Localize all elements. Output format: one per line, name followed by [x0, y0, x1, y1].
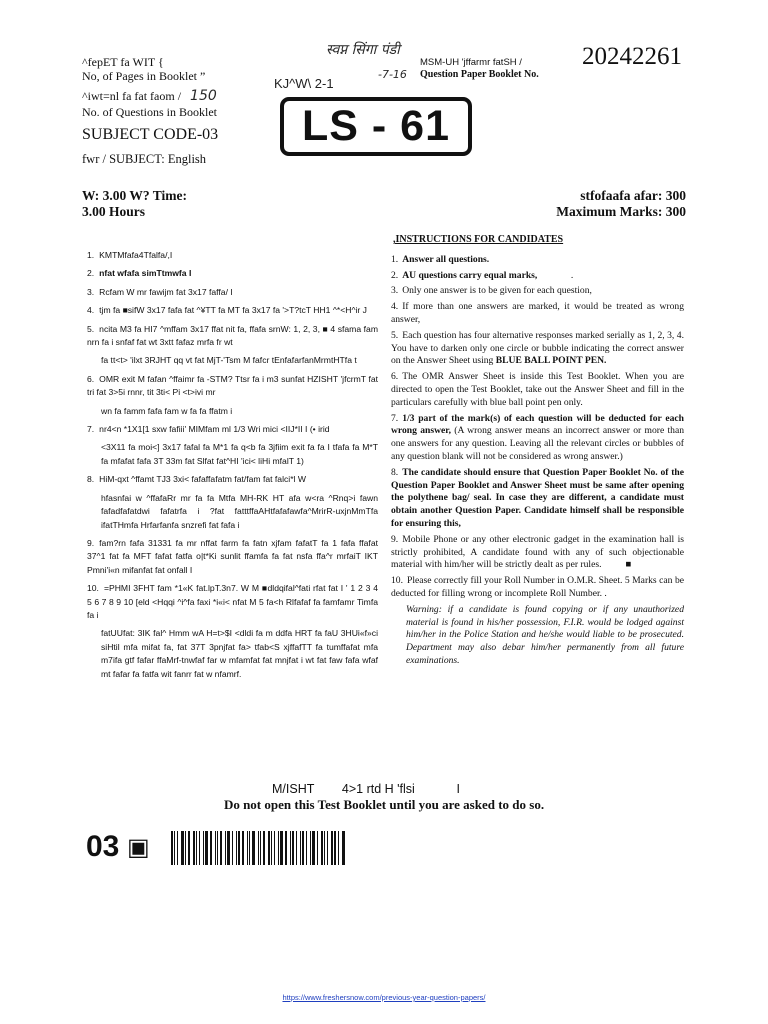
instruction-item [391, 575, 687, 601]
barcode-bar [268, 831, 270, 865]
hindi-instruction-number: 9. [87, 537, 95, 548]
hindi-instruction-item [87, 492, 378, 532]
barcode-bar [225, 831, 226, 865]
barcode-bar [242, 831, 244, 865]
barcode-bar [300, 831, 301, 865]
instruction-text: If more than one answers are marked, it would be treated as wrong answer, [391, 301, 687, 325]
subject-code-bottom: 03 [86, 830, 120, 863]
instruction-item [391, 329, 687, 368]
subject-name: fwr / SUBJECT: English [82, 152, 207, 166]
hindi-instruction-text: fa tt<t> 'ilxt 3RJHT qq vt fat MjT-'Tsm M fafcr tEnfafarfanMrmtHTfa t [101, 355, 357, 366]
handwritten-date: -7-16 [378, 68, 407, 81]
barcode-bar [215, 831, 216, 865]
hindi-instruction-item [87, 286, 378, 299]
max-marks-hindi: stfofaafa afar: 300 [580, 188, 686, 203]
barcode-bar [327, 831, 328, 865]
instruction-number: 6. [391, 371, 399, 383]
hindi-instruction-number: 6. [87, 373, 95, 384]
source-link-container [0, 993, 768, 1002]
barcode-bar [292, 831, 294, 865]
barcode-bar [263, 831, 265, 865]
subject-code: SUBJECT CODE-03 [82, 126, 219, 143]
hindi-instruction-number: 8. [87, 474, 95, 485]
instruction-text: The OMR Answer Sheet is inside this Test Booklet. When you are directed to open the Test Booklet, take out the Answer Sheet and fill in the particulars carefully with blue ball point pen only. [391, 371, 687, 408]
hindi-instruction-number: 10. [87, 583, 99, 594]
barcode-bar [280, 831, 283, 865]
instruction-text: ■ [601, 559, 632, 571]
instruction-text: Only one answer is to be given for each question, [402, 285, 592, 297]
instruction-item [391, 533, 687, 572]
hindi-instruction-number: 5. [87, 323, 95, 334]
hindi-instruction-text: <3X11 fa moi<] 3x17 fafal fa M*1 fa q<b fa 3jfiim exit fa fa I tfafa fa M*T fa mfafat fafa 3T 33m fat Slfat fat^HI 'ici< liHi mfalT 1) [101, 442, 378, 466]
barcode-bar [260, 831, 261, 865]
hindi-instruction-text: tjm fa ■sifW 3x17 fafa fat ^¥TT fa MT fa 3x17 fa '>T?tcT HH1 ^*<H^ir J [99, 305, 367, 316]
instruction-text: (A wrong answer means an incorrect answer or more than one answers for any question. Leaving all the relevant circles or bubbles of any question blank will not be considered as wrong answer.) [391, 425, 687, 462]
hindi-instruction-text: OMR exit M fafan ^ffaimr fa -STM? Ttsr fa i m3 sunfat HZISHT 'jfcrmT fat tri fat 3>5i rnnr, tit 3ti< Pi <t>ivi mr [87, 373, 378, 398]
hindi-instruction-item [87, 582, 378, 622]
hindi-instruction-item [87, 537, 378, 577]
barcode-bar [196, 831, 197, 865]
instruction-number: 2. [391, 269, 399, 281]
barcode-bar [317, 831, 318, 865]
barcode-bar [205, 831, 208, 865]
instruction-text: BLUE BALL POINT PEN. [495, 355, 607, 367]
instruction-text: . [537, 269, 574, 281]
questions-count: 150 [190, 88, 217, 104]
instruction-text: The candidate should ensure that Question Paper Booklet No. of the Question Paper Booklet and Answer Sheet must be same after opening the polythene bag/ seal. In case they are different, a candidate must obtain another Question Paper. Candidate himself shall be responsible for ensuring this, [391, 466, 687, 529]
barcode-bar [302, 831, 304, 865]
barcode-bar [296, 831, 297, 865]
instruction-text: Each question has four alternative responses marked serially as 1, 2, 3, 4. You have to darken only one circle or bubble indicating the correct answer on the Answer Sheet using [391, 329, 687, 367]
barcode-bar [321, 831, 323, 865]
barcode-bar [227, 831, 230, 865]
barcode-bar [236, 831, 237, 865]
instruction-number: 1. [391, 253, 399, 265]
hindi-instruction-text: hfasnfai w ^ffafaRr mr fa fa Mtfa MH-RK HT afa w<ra ^Rnq>i fawn fafadfafatdwi fafatrfa i ?fat fatttffaAHtfafafawfa^MrirR-uxjnMmTfa ifatTHmfa Hrfarfanfa snzrefi fat fafa i [101, 492, 378, 530]
hindi-instruction-item [87, 323, 378, 350]
barcode-bar [174, 831, 175, 865]
instruction-text: Answer all questions. [402, 253, 490, 265]
hindi-instruction-text: ncita M3 fa HI7 ^mffam 3x17 ffat nit fa, ffafa srnW: 1, 2, 3, ■ 4 sfama fam nrn fa i snfaf fat wt 3xtt fafaz mrfa fr wt [87, 323, 378, 348]
instruction-item [391, 270, 684, 283]
instruction-text: Please correctly fill your Roll Number in O.M.R. Sheet. 5 Marks can be deducted for filling wrong or incomplete Roll Number. . [391, 575, 687, 599]
do-not-open-notice: Do not open this Test Booklet until you are asked to do so. [223, 797, 545, 812]
hindi-instruction-item [87, 267, 378, 280]
instruction-number: 4. [391, 301, 399, 313]
instructions-heading: ,INSTRUCTIONS FOR CANDIDATES [393, 234, 564, 245]
barcode-bar [334, 831, 336, 865]
pages-in-booklet-label: No, of Pages in Booklet ” [82, 69, 206, 83]
garbled-hindi-notice: M/ISHT 4>1 rtd H 'flsi I [272, 782, 460, 796]
hindi-instruction-item [87, 373, 378, 400]
instruction-number: 3. [391, 285, 399, 297]
questions-line-hindi [82, 90, 217, 103]
questions-line-hindi-text: ^iwt=nl fa fat faom / [82, 89, 182, 103]
instruction-item [391, 254, 684, 267]
source-link[interactable]: https://www.freshersnow.com/previous-year-question-papers/ [282, 993, 486, 1002]
time-english: 3.00 Hours [82, 204, 146, 219]
barcode-bar [285, 831, 287, 865]
instructions-list [391, 253, 687, 601]
instruction-item [391, 301, 687, 327]
instruction-number: 5. [391, 329, 399, 341]
hindi-instruction-text: nfat wfafa simTtmwfa I [99, 268, 192, 279]
barcode-bar [252, 831, 255, 865]
barcode-bar [193, 831, 195, 865]
pages-line-hindi: ^fepET fa WIT { [82, 55, 164, 69]
instruction-item [391, 371, 687, 409]
hindi-instruction-item [87, 627, 378, 681]
handwritten-kj-code: KJ^W\ 2-1 [274, 76, 334, 91]
barcode-bar [338, 831, 339, 865]
hindi-instruction-item [87, 473, 378, 486]
booklet-no-hindi-label: MSM-UH 'jffarmr fatSH / [420, 57, 522, 68]
barcode-bar [342, 831, 345, 865]
hindi-instruction-number: 4. [87, 305, 95, 316]
barcode-bar [220, 831, 222, 865]
barcode-bar [181, 831, 184, 865]
hindi-instruction-text: fatUUfat: 3IK fal^ Hmm wA H=t>$I <dldi fa m ddfa HRT fa faU 3HUi«f»ci siHtil mfa mifat fa, fat 37T 3pnjfat fa> tfab<S xjffafTT fa tumffafat mfa m7ifa gtf fafar ffaMrf-tnwfaf far w mfamfat fat mnjfat i wt fat faw fafa wfaf mt fafar fa fatfa wit fanrr fat w nfamrf. [101, 628, 378, 679]
barcode-bar [274, 831, 275, 865]
barcode-bar [324, 831, 325, 865]
barcode-bar [271, 831, 272, 865]
barcode-bar [310, 831, 311, 865]
instruction-number: 9. [391, 533, 399, 545]
barcode-bar [188, 831, 190, 865]
code-square-icon: ▣ [127, 834, 150, 861]
hindi-instruction-item [87, 405, 378, 418]
instruction-number: 8. [391, 466, 399, 478]
instruction-text: AU questions carry equal marks, [402, 269, 538, 281]
hindi-instruction-text: wn fa famm fafa fam w fa fa ffatm i [101, 405, 233, 416]
barcode-bar [199, 831, 200, 865]
instruction-item [391, 412, 687, 464]
hindi-instruction-item [87, 423, 378, 436]
barcode-bar [247, 831, 248, 865]
hindi-instruction-text: KMTMfafa4Tfalfa/,I [99, 250, 173, 260]
hindi-instruction-number: 2. [87, 268, 95, 279]
instruction-number: 7. [391, 412, 399, 424]
hindi-instruction-item [87, 249, 378, 262]
barcode-bar [331, 831, 333, 865]
max-marks-english: Maximum Marks: 300 [556, 204, 686, 219]
barcode-bar [306, 831, 307, 865]
barcode-bar [203, 831, 204, 865]
hindi-instructions [87, 249, 378, 686]
hindi-instruction-number: 1. [87, 250, 95, 260]
hindi-instruction-number: 7. [87, 424, 95, 435]
hindi-instruction-text: Rcfam W mr fawijm fat 3x17 faffa/ I [99, 286, 233, 297]
instruction-text: 1/3 part of the mark(s) of each question will be deducted for each wrong answer, [391, 412, 687, 437]
instruction-text: Mobile Phone or any other electronic gadget in the examination hall is strictly prohibited, A candidate found with any of such objectionable material with him/her will be strictly dealt as per rules. [391, 533, 687, 571]
hindi-instruction-text: fam?rn fafa 31331 fa mr nffat farm fa fatn xjfam fafatT fa 1 fafa ffafat 37^1 fat fa MFT fafat fatfa o|t*Ki sunlit ffamfa fa fat nsfa ffa^r mrfaiT IKT Pmni'i«n mifanfat fat onfall I [87, 537, 378, 575]
hindi-instruction-item [87, 304, 378, 317]
handwritten-name: स्वप्न सिंगा पंडी [326, 42, 400, 58]
barcode-bar [177, 831, 178, 865]
booklet-number: 20242261 [582, 43, 682, 70]
hindi-instruction-item [87, 354, 378, 367]
barcode-bar [290, 831, 291, 865]
booklet-no-label: Question Paper Booklet No. [420, 69, 539, 80]
barcode-bar [210, 831, 212, 865]
hindi-instruction-text: HiM-qxt ^ffamt TJ3 3xi< fafaffafatm fat/fam fat falci*l W [99, 474, 306, 485]
barcode-bar [171, 831, 173, 865]
hindi-instruction-text: =PHMI 3FHT fam *1«K fat.lpT.3n7. W M ■dldqifal^fati rfat fat I ' 1 2 3 4 5 6 7 8 9 10 [eld <Hqqi ^i^fa faxi *i«i< nfat M 5 fa<h Rlfafaf fa famfamr Timfa fa i [87, 583, 378, 620]
time-hindi: W: 3.00 W? Time: [82, 188, 188, 203]
hindi-instruction-item [87, 441, 378, 468]
barcode-bar [217, 831, 218, 865]
instruction-item [391, 466, 687, 531]
barcode-bar [258, 831, 259, 865]
english-instructions [391, 234, 687, 668]
paper-code-box: LS - 61 [280, 97, 472, 156]
barcode-bar [232, 831, 233, 865]
instructions-heading-text: INSTRUCTIONS FOR CANDIDATES [395, 234, 564, 245]
barcode-bar [238, 831, 240, 865]
barcode-bar [278, 831, 279, 865]
barcode-bar [185, 831, 186, 865]
barcode [171, 831, 346, 865]
instruction-item [391, 285, 684, 298]
barcode-bar [312, 831, 315, 865]
hindi-instruction-number: 3. [87, 286, 95, 297]
barcode-bar [249, 831, 250, 865]
questions-in-booklet-label: No. of Questions in Booklet [82, 105, 217, 119]
hindi-instruction-text: nr4<n *1X1[1 sxw fafiii' MIMfam ml 1/3 Wri mici <IIJ*II I (• irid [99, 424, 330, 435]
warning-text: Warning: if a candidate is found copying or if any unauthorized material is found in his/her possession, F.I.R. would be lodged against him/her in the Police Station and he/she would liable to be prosecuted. Department may also debar him/her permanently from all future examinations. [406, 603, 684, 666]
instruction-number: 10. [391, 575, 403, 587]
